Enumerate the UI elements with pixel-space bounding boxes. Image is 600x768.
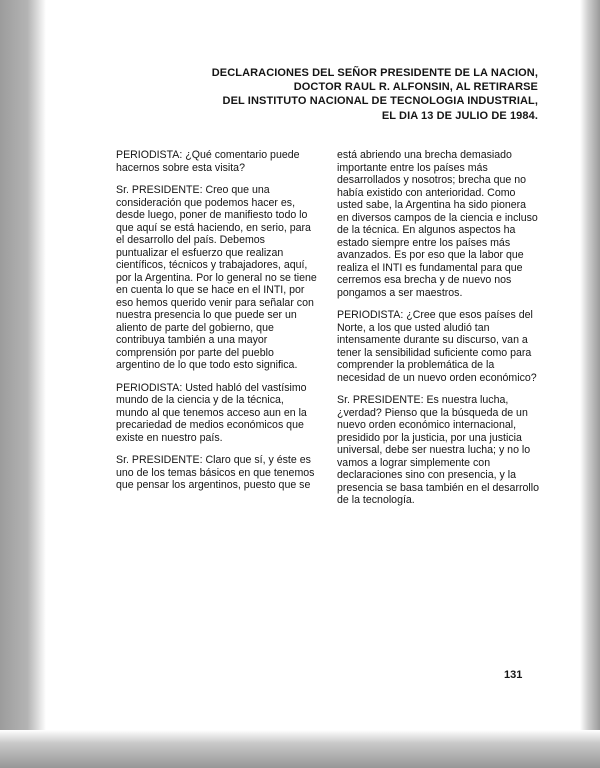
heading-line-2: DOCTOR RAUL R. ALFONSIN, AL RETIRARSE — [293, 81, 538, 94]
paragraph-answer-3: Sr. PRESIDENTE: Es nuestra lucha, ¿verdad? Pienso que la búsqueda de un nuevo orden económico internacional, presidido por la justicia, por una justicia universal, debe ser nuestra lucha; y no lo vamos a lograr simplemente con declaraciones sino con presencia, y la presencia se basa también en el desarrollo de la tecnología. — [337, 394, 539, 506]
paragraph-question-2: PERIODISTA: Usted habló del vastísimo mundo de la ciencia y de la técnica, mundo al que tenemos acceso aun en la precariedad de medios económicos que existe en nuestro país. — [116, 381, 307, 444]
heading-line-3: DEL INSTITUTO NACIONAL DE TECNOLOGIA INDUSTRIAL, — [222, 95, 538, 108]
paragraph-question-1: PERIODISTA: ¿Qué comentario puede hacernos sobre esta visita? — [116, 149, 300, 174]
paragraph-answer-2-end: está abriendo una brecha demasiado importante entre los países más desarrollados y nosotros; brecha que no había existido con anterioridad. Como usted sabe, la Argentina ha sido pionera en diversos campos de la ciencia e incluso de la técnica. En algunos aspectos ha estado siempre entre los países más avanzados. Es por eso que la labor que realiza el INTI es fundamental para que cerremos esa brecha y de nuevo nos pongamos a ser maestros. — [337, 149, 538, 299]
scan-edge-left — [0, 0, 46, 768]
page-number: 131 — [504, 669, 523, 681]
scan-edge-bottom — [0, 730, 600, 768]
paragraph-answer-2-start: Sr. PRESIDENTE: Claro que sí, y éste es uno de los temas básicos en que tenemos que pensar los argentinos, puesto que se — [116, 454, 315, 491]
right-column — [337, 149, 540, 517]
heading-line-4: EL DIA 13 DE JULIO DE 1984. — [381, 109, 538, 122]
left-column — [116, 149, 317, 502]
scan-edge-right — [580, 0, 600, 768]
paragraph-question-3: PERIODISTA: ¿Cree que esos países del Norte, a los que usted aludió tan intensamente durante su discurso, van a tener la sensibilidad suficiente como para comprender la problemática de la necesidad de un nuevo orden económico? — [337, 309, 537, 384]
heading-line-1: DECLARACIONES DEL SEÑOR PRESIDENTE DE LA NACION, — [211, 67, 538, 79]
document-heading — [212, 66, 538, 123]
paragraph-answer-1: Sr. PRESIDENTE: Creo que una consideración que podemos hacer es, desde luego, poner de manifiesto todo lo que aquí se está haciendo, en serio, para el desarrollo del país. Debemos puntualizar el esfuerzo que realizan científicos, técnicos y trabajadores, aquí, por la Argentina. Por lo general no se tiene en cuenta lo que se hace en el INTI, por eso hemos querido venir para señalar con nuestra presencia lo que puede ser un aliento de parte del gobierno, que contribuya también a una mayor comprensión por parte del pueblo argentino de lo que todo esto significa. — [116, 184, 317, 371]
